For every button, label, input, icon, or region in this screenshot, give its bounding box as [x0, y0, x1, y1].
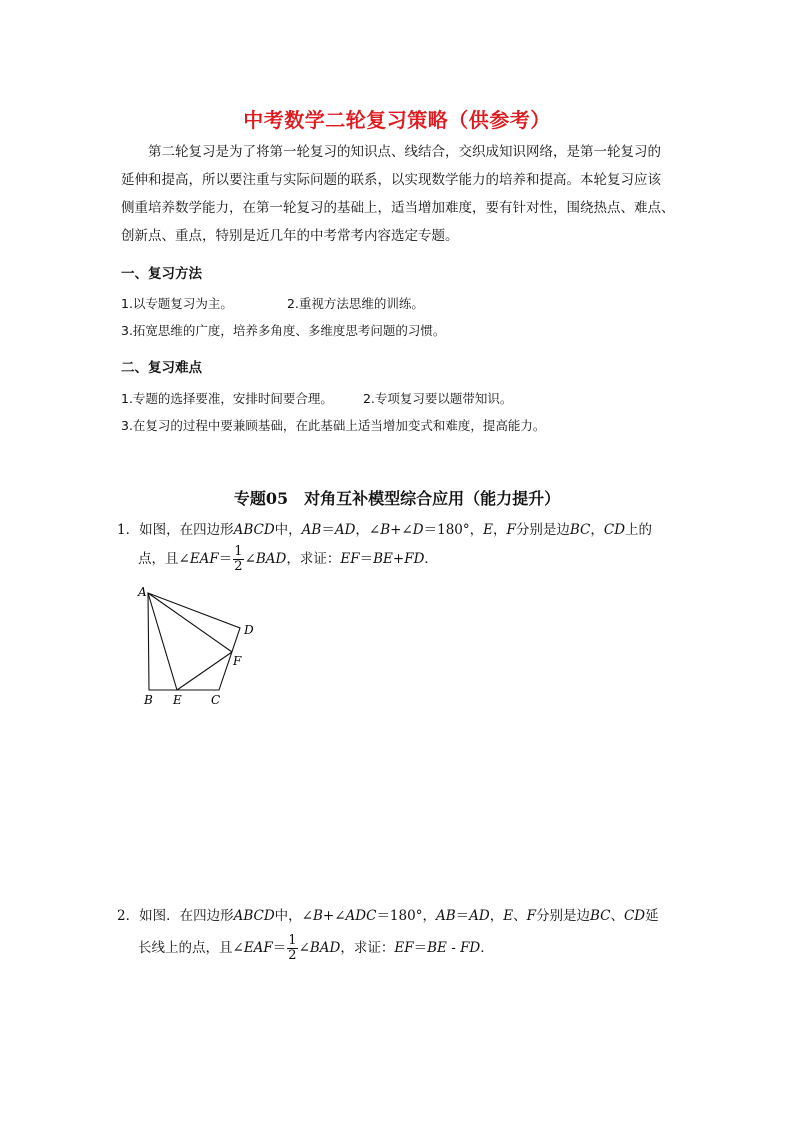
q1-line-1: 1．如图，在四边形ABCD中，AB＝AD，∠B+∠D＝180°，E，F分别是边BC，CD上的 — [117, 522, 653, 538]
q2-line-1: 2．如图．在四边形ABCD中，∠B+∠ADC＝180°，AB＝AD，E、F分别是边BC、CD延 — [117, 908, 659, 924]
intro-line-1: 第二轮复习是为了将第一轮复习的知识点、线结合，交织成知识网络，是第一轮复习的 — [148, 144, 661, 160]
segment-ef — [177, 652, 232, 690]
intro-paragraph — [121, 138, 681, 250]
label-f: F — [233, 654, 242, 668]
topic-heading: 专题05 对角互补模型综合应用（能力提升） — [233, 489, 561, 508]
section2-line-1 — [121, 389, 512, 407]
segment-ae — [148, 593, 177, 690]
section2-item-2: 2.专项复习要以题带知识。 — [362, 391, 513, 406]
q1-line-2: 点，且∠EAF＝ $\frac{1}{2}$ ∠BAD，求证：EF＝BE+FD． — [138, 544, 438, 574]
section2-item-1: 1.专题的选择要准，安排时间要合理。 — [121, 391, 333, 406]
q2-fraction: $\frac{1}{2}$ — [288, 933, 297, 963]
q2-line-2: 长线上的点，且∠EAF＝ $\frac{1}{2}$ ∠BAD，求证：EF＝BE - FD． — [138, 933, 494, 963]
q1-geometry-figure — [130, 580, 260, 710]
section1-line-1 — [121, 294, 424, 312]
section2-item-3: 3.在复习的过程中要兼顾基础，在此基础上适当增加变式和难度，提高能力。 — [121, 418, 546, 433]
section1-item-3: 3.拓宽思维的广度，培养多角度、多维度思考问题的习惯。 — [121, 323, 446, 338]
page-title: 中考数学二轮复习策略（供参考） — [243, 108, 551, 132]
intro-line-4: 创新点、重点，特别是近几年的中考常考内容选定专题。 — [121, 228, 459, 244]
label-e: E — [173, 693, 182, 707]
section1-item-2: 2.重视方法思维的训练。 — [286, 296, 424, 311]
quadrilateral-abcd — [148, 593, 240, 690]
section2-heading: 二、复习难点 — [121, 360, 202, 376]
intro-line-3: 侧重培养数学能力，在第一轮复习的基础上，适当增加难度，要有针对性，围绕热点、难点、 — [121, 200, 675, 216]
label-d: D — [244, 623, 254, 637]
label-c: C — [211, 693, 221, 707]
q1-number: 1． — [117, 522, 140, 538]
q2-number: 2． — [117, 908, 140, 924]
section1-item-1: 1.以专题复习为主。 — [121, 296, 233, 311]
label-a: A — [138, 585, 147, 599]
intro-line-2: 延伸和提高，所以要注重与实际问题的联系，以实现数学能力的培养和提高。本轮复习应该 — [121, 172, 661, 188]
label-b: B — [144, 693, 153, 707]
section1-heading: 一、复习方法 — [121, 266, 202, 282]
segment-af — [148, 593, 232, 652]
q1-fraction: $\frac{1}{2}$ — [234, 544, 243, 574]
